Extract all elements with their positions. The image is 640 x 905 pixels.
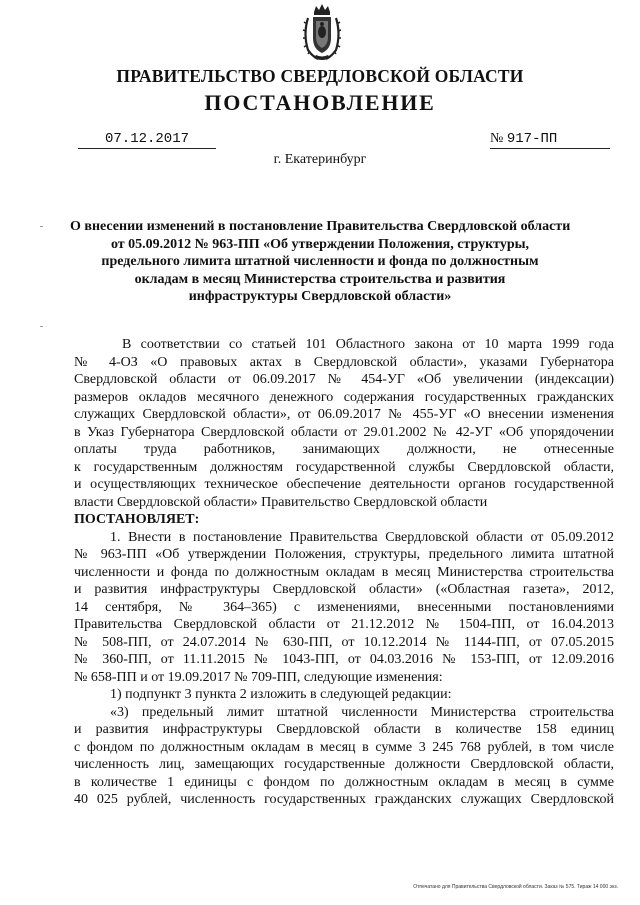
- body-line: В соответствии со статьей 101 Областного закона от 10 марта 1999 года: [122, 337, 614, 352]
- margin-mark: [40, 326, 43, 327]
- body-line: № 4-ОЗ «О правовых актах в Свердловской области», указами Губернатора: [74, 354, 614, 370]
- number-sign: №: [490, 131, 504, 146]
- coat-of-arms-emblem: [302, 4, 342, 62]
- body-line: № 963-ПП «Об утверждении Положения, структуры, предельного лимита штатной: [74, 547, 614, 562]
- body-line: 1. Внести в постановление Правительства Свердловской области от 05.09.2012: [110, 529, 614, 545]
- heading-line: окладам в месяц Министерства строительства и развития: [134, 271, 506, 287]
- body-line: «3) предельный лимит штатной численности Министерства строительства: [110, 704, 614, 720]
- body-line: оплаты труда работников, занимающих должности, не отнесенные: [74, 442, 614, 457]
- body-line: размеров окладов месячного денежного содержания государственных гражданских: [74, 389, 614, 405]
- body-line: численность лиц, замещающих государственные должности Свердловской области,: [74, 757, 614, 772]
- body-line: № 508-ПП, от 24.07.2014 № 630-ПП, от 10.12.2014 № 1144-ПП, от 07.05.2015: [74, 634, 614, 650]
- body-line: и осуществляющих техническое обеспечение деятельности органов государственной: [74, 477, 614, 492]
- document-city: г. Екатеринбург: [273, 152, 367, 167]
- body-line: № 360-ПП, от 11.11.2015 № 1043-ПП, от 04.03.2016 № 153-ПП, от 12.09.2016: [74, 652, 614, 667]
- heading-line: инфраструктуры Свердловской области»: [188, 289, 452, 304]
- body-line: в количестве 1 единицы с фондом по должностным окладам в месяц в сумме: [74, 774, 614, 790]
- body-line: Свердловской области от 06.09.2017 № 454-УГ «Об увеличении (индексации): [74, 372, 614, 387]
- body-line: к государственным должностям государственной службы Свердловской области,: [74, 459, 614, 475]
- heading-line: О внесении изменений в постановление Правительства Свердловской области: [70, 219, 571, 234]
- print-footer-note: Отпечатано для Правительства Свердловской области. Заказ № 575. Тираж 14 000 экз.: [413, 884, 618, 890]
- document-heading: [70, 218, 570, 306]
- body-line: служащих Свердловской области», от 06.09.2017 № 455-УГ «О внесении изменения: [74, 407, 614, 422]
- heading-line: от 05.09.2012 № 963-ПП «Об утверждении Положения, структуры,: [110, 236, 530, 252]
- body-line: Правительства Свердловской области от 21.12.2012 № 1504-ПП, от 16.04.2013: [74, 617, 614, 632]
- number-value: 917-ПП: [506, 131, 558, 147]
- document-date: 07.12.2017: [78, 131, 216, 149]
- document-number: [490, 131, 610, 149]
- document-type: ПОСТАНОВЛЕНИЕ: [204, 90, 436, 115]
- body-line: № 658-ПП и от 19.09.2017 № 709-ПП, следующие изменения:: [74, 669, 443, 685]
- body-line: власти Свердловской области» Правительство Свердловской области: [74, 494, 488, 510]
- body-line: 14 сентября, № 364–365) с изменениями, внесенными постановлениями: [74, 599, 614, 615]
- document-body: [74, 336, 614, 809]
- heading-line: предельного лимита штатной численности и фонда по должностным: [101, 254, 539, 269]
- body-line: и развития инфраструктуры Свердловской области» («Областная газета», 2012,: [74, 582, 614, 597]
- body-line: в Указ Губернатора Свердловской области от 29.01.2002 № 42-УГ «Об упорядочении: [74, 424, 614, 440]
- resolution-keyword: ПОСТАНОВЛЯЕТ:: [74, 512, 200, 527]
- government-title: ПРАВИТЕЛЬСТВО СВЕРДЛОВСКОЙ ОБЛАСТИ: [116, 66, 524, 86]
- body-line: с фондом по должностным окладам в месяц в сумме 3 245 768 рублей, в том числе: [74, 739, 614, 755]
- body-line: и развития инфраструктуры Свердловской области в количестве 158 единиц: [74, 722, 614, 737]
- body-line: 1) подпункт 3 пункта 2 изложить в следующей редакции:: [110, 687, 452, 702]
- body-line: 40 025 рублей, численность государственных гражданских служащих Свердловской: [74, 792, 614, 807]
- body-line: численности и фонда по должностным окладам в месяц Министерства строительства: [74, 564, 614, 580]
- margin-mark: [40, 226, 43, 227]
